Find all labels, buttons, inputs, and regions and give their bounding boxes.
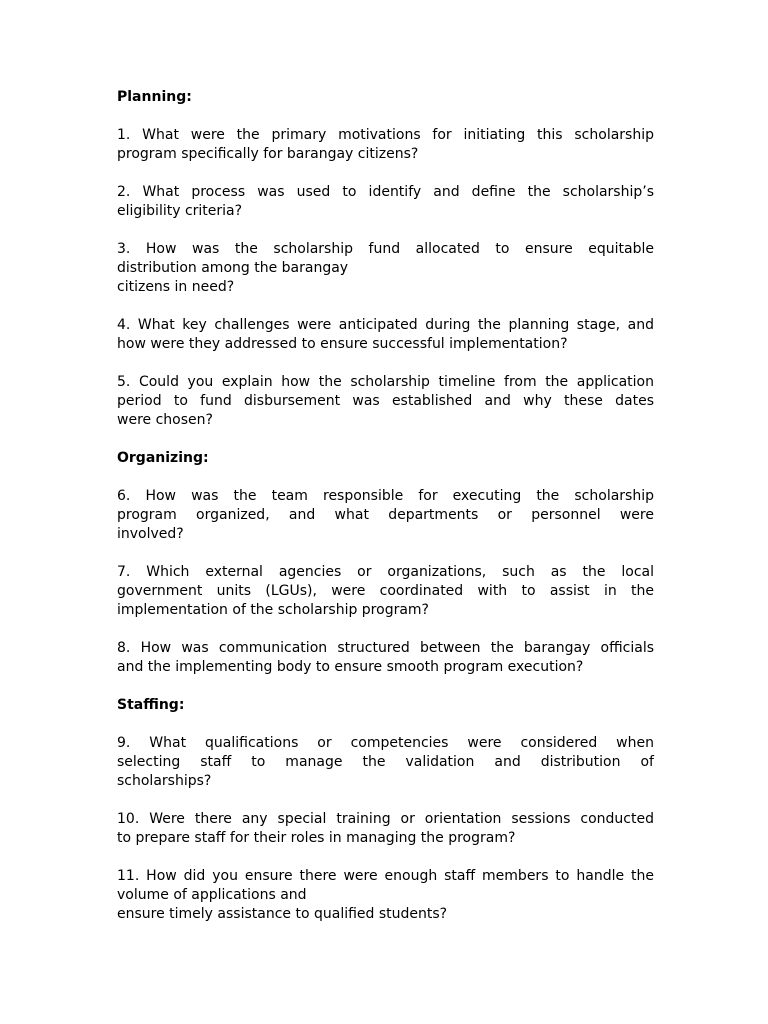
question-line: selecting staff to manage the validation and distribution of xyxy=(117,754,654,770)
question-line: how were they addressed to ensure successful implementation? xyxy=(117,336,568,352)
question-line: program organized, and what departments or personnel were xyxy=(117,507,654,523)
question-9 xyxy=(117,734,654,791)
document-page xyxy=(117,88,654,943)
question-line: 11. How did you ensure there were enough staff members to handle the xyxy=(117,868,654,884)
question-line: and the implementing body to ensure smooth program execution? xyxy=(117,659,584,675)
section-heading-planning: Planning: xyxy=(117,89,192,105)
question-line: period to fund disbursement was established and why these dates xyxy=(117,393,654,409)
question-4 xyxy=(117,316,654,354)
question-line: 7. Which external agencies or organizations, such as the local xyxy=(117,564,654,580)
question-line: 8. How was communication structured between the barangay officials xyxy=(117,640,654,656)
question-line: government units (LGUs), were coordinated with to assist in the xyxy=(117,583,654,599)
question-line: program specifically for barangay citizens? xyxy=(117,146,419,162)
question-line: 5. Could you explain how the scholarship timeline from the application xyxy=(117,374,654,390)
question-10 xyxy=(117,810,654,848)
question-line: citizens in need? xyxy=(117,279,235,295)
question-line: 3. How was the scholarship fund allocated to ensure equitable xyxy=(117,241,654,257)
question-2 xyxy=(117,183,654,221)
section-heading-staffing: Staffing: xyxy=(117,697,185,713)
question-line: scholarships? xyxy=(117,773,212,789)
question-5 xyxy=(117,373,654,430)
question-line: volume of applications and xyxy=(117,887,307,903)
question-line: distribution among the barangay xyxy=(117,260,349,276)
question-line: 1. What were the primary motivations for initiating this scholarship xyxy=(117,127,654,143)
question-3 xyxy=(117,240,654,297)
question-11 xyxy=(117,867,654,924)
question-line: involved? xyxy=(117,526,184,542)
question-line: eligibility criteria? xyxy=(117,203,243,219)
question-line: implementation of the scholarship program? xyxy=(117,602,429,618)
question-7 xyxy=(117,563,654,620)
question-line: ensure timely assistance to qualified students? xyxy=(117,906,448,922)
question-6 xyxy=(117,487,654,544)
question-1 xyxy=(117,126,654,164)
question-line: 4. What key challenges were anticipated during the planning stage, and xyxy=(117,317,654,333)
question-8 xyxy=(117,639,654,677)
question-line: 6. How was the team responsible for executing the scholarship xyxy=(117,488,654,504)
question-line: to prepare staff for their roles in managing the program? xyxy=(117,830,516,846)
question-line: were chosen? xyxy=(117,412,213,428)
section-heading-organizing: Organizing: xyxy=(117,450,209,466)
question-line: 2. What process was used to identify and define the scholarship’s xyxy=(117,184,654,200)
question-line: 10. Were there any special training or orientation sessions conducted xyxy=(117,811,654,827)
question-line: 9. What qualifications or competencies were considered when xyxy=(117,735,654,751)
